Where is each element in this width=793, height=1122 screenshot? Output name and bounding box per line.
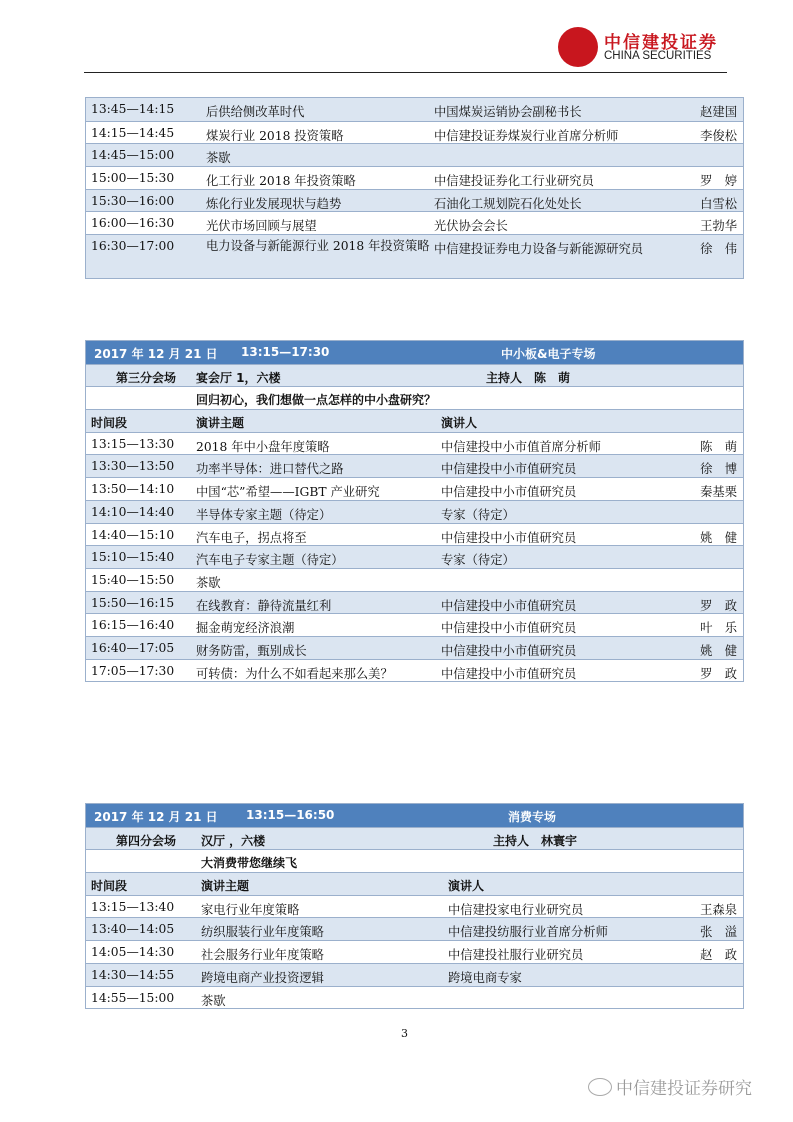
talk-topic: 化工行业 2018 年投资策略: [206, 174, 356, 189]
talk-topic: 掘金萌宠经济浪潮: [196, 621, 295, 636]
table-row: [86, 940, 743, 963]
talk-topic: 跨境电商产业投资逻辑: [201, 970, 324, 985]
table-row: [86, 234, 743, 278]
session-header-row: [86, 804, 743, 827]
column-header-topic: 演讲主题: [196, 416, 245, 431]
table-row: [86, 166, 743, 189]
talk-topic: 可转债：为什么不如看起来那么美？: [196, 666, 393, 681]
time-slot: 13:50—14:10: [91, 482, 175, 497]
time-slot: 14:40—15:10: [91, 527, 175, 542]
speaker-name: 罗 婷: [700, 174, 737, 189]
session-header-row: [86, 341, 743, 364]
column-header-row: [86, 409, 743, 432]
talk-topic: 光伏市场回顾与展望: [206, 219, 317, 234]
time-slot: 15:00—15:30: [91, 171, 175, 186]
venue-row: [86, 364, 743, 387]
venue-label: 第四分会场: [116, 833, 177, 848]
table-row: [86, 121, 743, 144]
talk-topic: 汽车电子专家主题（待定）: [196, 553, 344, 568]
speaker-name: 李俊松: [700, 128, 737, 143]
talk-topic: 半导体专家主题（待定）: [196, 507, 332, 522]
table-row: [86, 986, 743, 1009]
speaker-title: 中信建投中小市值研究员: [441, 666, 577, 681]
time-slot: 17:05—17:30: [91, 663, 175, 678]
speaker-name: 罗 政: [700, 666, 737, 681]
table-row: [86, 917, 743, 940]
table-row: [86, 454, 743, 477]
theme-row: [86, 849, 743, 872]
time-slot: 15:40—15:50: [91, 572, 175, 587]
table-row: [86, 432, 743, 455]
venue-label: 第三分会场: [116, 370, 177, 385]
time-slot: 15:50—16:15: [91, 595, 175, 610]
talk-topic: 纺织服装行业年度策略: [201, 925, 324, 940]
time-slot: 14:05—14:30: [91, 945, 175, 960]
theme-row: [86, 386, 743, 409]
venue: 汉厅 ，六楼: [201, 833, 266, 848]
table-row: [86, 500, 743, 523]
time-slot: 14:45—15:00: [91, 148, 175, 163]
time-slot: 14:10—14:40: [91, 504, 175, 519]
talk-topic: 汽车电子，拐点将至: [196, 530, 307, 545]
time-slot: 14:55—15:00: [91, 990, 175, 1005]
speaker-title: 专家（待定）: [441, 553, 515, 568]
speaker-title: 石油化工规划院石化处处长: [434, 196, 582, 211]
table-row: [86, 963, 743, 986]
speaker-name: 王勃华: [700, 219, 737, 234]
schedule-table-continued: [85, 97, 744, 279]
speaker-name: 秦基栗: [700, 485, 737, 500]
time-slot: 15:30—16:00: [91, 193, 175, 208]
table-row: [86, 211, 743, 234]
speaker-title: 中信建投中小市值首席分析师: [441, 439, 601, 454]
column-header-topic: 演讲主题: [201, 879, 250, 894]
speaker-name: 陈 萌: [700, 439, 737, 454]
session-time: 13:15—16:50: [246, 808, 335, 822]
table-row: [86, 591, 743, 614]
time-slot: 13:15—13:30: [91, 436, 175, 451]
session-theme: 回归初心，我们想做一点怎样的中小盘研究？: [196, 393, 437, 408]
time-slot: 13:40—14:05: [91, 922, 175, 937]
speaker-title: 跨境电商专家: [448, 970, 522, 985]
session-title: 中小板&电子专场: [501, 347, 596, 361]
schedule-table-session-4: [85, 803, 744, 1009]
speaker-title: 中信建投中小市值研究员: [441, 598, 577, 613]
session-time: 13:15—17:30: [241, 345, 330, 359]
speaker-title: 中信建投纺服行业首席分析师: [448, 925, 608, 940]
session-theme: 大消费带您继续飞: [201, 856, 298, 871]
watermark-text: 中信建投证券研究: [616, 1079, 752, 1099]
speaker-name: 赵建国: [700, 105, 737, 119]
talk-topic: 炼化行业发展现状与趋势: [206, 196, 342, 211]
column-header-row: [86, 872, 743, 895]
table-row: [86, 895, 743, 918]
talk-topic: 财务防雷，甄别成长: [196, 643, 307, 658]
talk-topic: 在线教育：静待流量红利: [196, 598, 332, 613]
talk-topic: 社会服务行业年度策略: [201, 948, 324, 963]
page-number: 3: [401, 1027, 408, 1040]
column-header-speaker: 演讲人: [448, 879, 485, 894]
logo-text-en: CHINA SECURITIES: [604, 50, 712, 62]
time-slot: 15:10—15:40: [91, 550, 175, 565]
time-slot: 14:30—14:55: [91, 967, 175, 982]
talk-topic: 煤炭行业 2018 投资策略: [206, 128, 344, 143]
column-header-speaker: 演讲人: [441, 416, 478, 431]
speaker-name: 姚 健: [700, 643, 737, 658]
talk-topic: 2018 年中小盘年度策略: [196, 439, 330, 454]
talk-topic: 茶歇: [196, 575, 221, 590]
time-slot: 16:00—16:30: [91, 216, 175, 231]
host: 主持人 陈 萌: [486, 370, 571, 385]
talk-topic: 家电行业年度策略: [201, 902, 300, 917]
speaker-title: 中国煤炭运销协会副秘书长: [434, 105, 582, 119]
speaker-title: 中信建投中小市值研究员: [441, 462, 577, 477]
table-row: [86, 477, 743, 500]
table-row: [86, 636, 743, 659]
speaker-title: 中信建投中小市值研究员: [441, 643, 577, 658]
speaker-title: 中信建投家电行业研究员: [448, 902, 584, 917]
speaker-title: 中信建投中小市值研究员: [441, 621, 577, 636]
table-row: [86, 523, 743, 546]
speaker-title: 中信建投证券电力设备与新能源研究员: [434, 242, 644, 257]
table-row: [86, 143, 743, 166]
column-header-time: 时间段: [91, 879, 128, 894]
table-row: [86, 568, 743, 591]
talk-topic: 茶歇: [201, 993, 226, 1008]
speaker-title: 中信建投社服行业研究员: [448, 948, 584, 963]
speaker-title: 中信建投中小市值研究员: [441, 530, 577, 545]
time-slot: 13:45—14:15: [91, 102, 175, 116]
table-row: [86, 659, 743, 682]
time-slot: 16:40—17:05: [91, 640, 175, 655]
speaker-title: 专家（待定）: [441, 507, 515, 522]
table-row: [86, 98, 743, 121]
logo-text-cn: 中信建投证券: [604, 33, 718, 53]
time-slot: 13:30—13:50: [91, 459, 175, 474]
talk-topic: 电力设备与新能源行业 2018 年投资策略: [206, 239, 430, 254]
speaker-name: 王森泉: [700, 902, 737, 917]
talk-topic: 功率半导体：进口替代之路: [196, 462, 344, 477]
time-slot: 14:15—14:45: [91, 125, 175, 140]
wechat-icon: [588, 1078, 612, 1096]
table-row: [86, 545, 743, 568]
speaker-title: 光伏协会会长: [434, 219, 508, 234]
header-divider: [84, 72, 727, 73]
speaker-name: 徐 伟: [700, 242, 737, 257]
talk-topic: 中国“芯”希望——IGBT 产业研究: [196, 485, 380, 500]
table-row: [86, 189, 743, 212]
table-row: [86, 613, 743, 636]
china-securities-logo-icon: [558, 27, 598, 67]
venue: 宴会厅 1，六楼: [196, 370, 281, 385]
time-slot: 16:15—16:40: [91, 618, 175, 633]
speaker-name: 罗 政: [700, 598, 737, 613]
speaker-title: 中信建投证券化工行业研究员: [434, 174, 594, 189]
session-title: 消费专场: [508, 810, 557, 824]
schedule-table-session-3: [85, 340, 744, 682]
host: 主持人 林寰宇: [493, 833, 578, 848]
speaker-title: 中信建投证券煤炭行业首席分析师: [434, 128, 619, 143]
speaker-name: 叶 乐: [700, 621, 737, 636]
speaker-name: 赵 政: [700, 948, 737, 963]
time-slot: 16:30—17:00: [91, 239, 175, 254]
session-date: 2017 年 12 月 21 日: [94, 810, 218, 824]
talk-topic: 后供给侧改革时代: [206, 105, 305, 119]
speaker-name: 张 溢: [700, 925, 737, 940]
speaker-name: 徐 博: [700, 462, 737, 477]
speaker-name: 白雪松: [700, 196, 737, 211]
talk-topic: 茶歇: [206, 151, 231, 166]
speaker-title: 中信建投中小市值研究员: [441, 485, 577, 500]
time-slot: 13:15—13:40: [91, 899, 175, 914]
column-header-time: 时间段: [91, 416, 128, 431]
session-date: 2017 年 12 月 21 日: [94, 347, 218, 361]
speaker-name: 姚 健: [700, 530, 737, 545]
venue-row: [86, 827, 743, 850]
